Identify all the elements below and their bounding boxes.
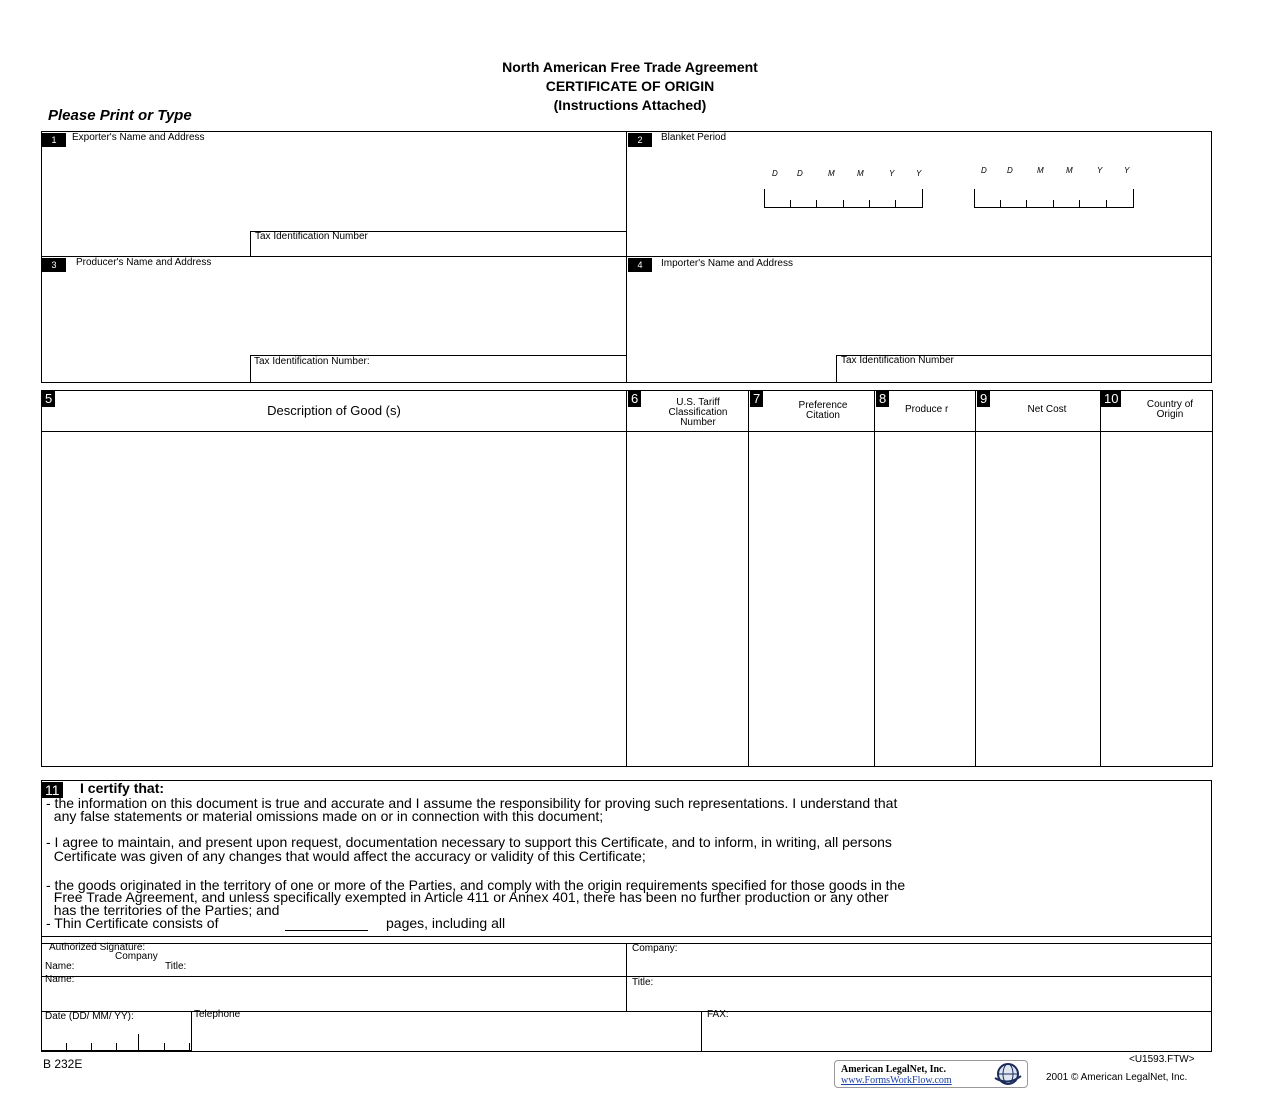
certify-text-3a: - the goods originated in the territory of one or more of the Parties, and comply with the origin requirements specified for those goods in the — [46, 877, 906, 893]
field-3-number: 3 — [42, 258, 66, 272]
date-from-d1: D — [772, 169, 778, 178]
date-from-y2: Y — [916, 169, 922, 178]
form-id: B 232E — [43, 1057, 83, 1071]
importer-label: Importer's Name and Address — [661, 258, 793, 269]
signature-field[interactable] — [42, 944, 624, 975]
blanket-period-label: Blanket Period — [661, 132, 727, 143]
col-9-number: 9 — [977, 391, 990, 407]
brand-logo-box — [834, 1060, 1028, 1088]
field-11-number: 11 — [42, 782, 63, 798]
col-tariff-header: U.S. Tariff Classification Number — [668, 397, 728, 428]
file-code: <U1593.FTW> — [1129, 1054, 1195, 1065]
col-country-header: Country of Origin — [1146, 399, 1194, 420]
date-to-y2: Y — [1124, 166, 1130, 175]
certify-text-4b: pages, including all — [386, 915, 506, 931]
producer-entry[interactable] — [875, 432, 974, 766]
date-from-m1: M — [828, 169, 835, 178]
exporter-tax-id-label: Tax Identification Number — [255, 231, 368, 242]
title-label: Title: — [632, 977, 654, 988]
date-to-d1: D — [981, 166, 987, 175]
description-entry[interactable] — [42, 432, 625, 766]
fax-field[interactable] — [702, 1022, 1211, 1051]
preference-entry[interactable] — [749, 432, 873, 766]
date-from-m2: M — [857, 169, 864, 178]
fax-label: FAX: — [707, 1009, 729, 1020]
blanket-from-date-field[interactable] — [764, 189, 923, 208]
signature-date-field[interactable] — [42, 1033, 191, 1051]
col-7-number: 7 — [750, 391, 763, 407]
certify-text-3c: has the territories of the Parties; and — [46, 902, 280, 918]
importer-field[interactable] — [628, 274, 1208, 352]
certify-text-2b: Certificate was given of any changes that would affect the accuracy or validity of this Certificate; — [46, 848, 646, 864]
country-entry[interactable] — [1101, 432, 1212, 766]
date-from-d2: D — [797, 169, 803, 178]
certify-text-3b: Free Trade Agreement, and unless specifically exempted in Article 411 or Annex 401, there has been no further production or any other — [46, 889, 889, 905]
globe-icon — [991, 1062, 1025, 1086]
form-title-1: North American Free Trade Agreement — [502, 59, 758, 75]
title-small-label: Title: — [165, 961, 187, 972]
col-5-number: 5 — [42, 391, 55, 407]
certify-text-4a: - Thin Certificate consists of — [46, 915, 219, 931]
company-field[interactable] — [627, 955, 1209, 975]
date-label: Date (DD/ MM/ YY): — [45, 1011, 134, 1022]
col-6-number: 6 — [628, 391, 641, 407]
date-to-m2: M — [1066, 166, 1073, 175]
producer-field[interactable] — [42, 273, 622, 353]
copyright: 2001 © American LegalNet, Inc. — [1046, 1072, 1188, 1083]
producer-tax-id-label: Tax Identification Number: — [254, 356, 370, 367]
print-note: Please Print or Type — [48, 107, 192, 124]
col-net-cost-header: Net Cost — [1027, 404, 1067, 415]
certify-text-2a: - I agree to maintain, and present upon request, documentation necessary to support this Certificate, and to inform, in writing, all persons — [46, 834, 892, 850]
field-2-number: 2 — [628, 133, 652, 147]
telephone-label: Telephone — [194, 1009, 241, 1020]
brand-name: American LegalNet, Inc. — [841, 1064, 946, 1075]
field-4-number: 4 — [628, 258, 652, 272]
certify-heading: I certify that: — [80, 780, 165, 796]
name-field[interactable] — [42, 986, 624, 1010]
net-cost-entry[interactable] — [976, 432, 1099, 766]
telephone-field[interactable] — [192, 1022, 700, 1051]
date-to-y1: Y — [1097, 166, 1103, 175]
exporter-field[interactable] — [42, 148, 622, 230]
blanket-to-date-field[interactable] — [974, 189, 1134, 208]
col-preference-header: Preference Citation — [798, 400, 848, 421]
name-small-label: Name: — [45, 961, 75, 972]
brand-url-link[interactable]: www.FormsWorkFlow.com — [841, 1075, 952, 1086]
certify-text-1b: any false statements or material omissions made on or in connection with this document; — [46, 808, 604, 824]
company-label: Company: — [632, 943, 678, 954]
title-field[interactable] — [627, 989, 1209, 1010]
company-small-label: Company — [115, 951, 158, 962]
name-label: Name: — [45, 974, 75, 985]
col-description-header: Description of Good (s) — [267, 403, 401, 418]
date-to-d2: D — [1007, 166, 1013, 175]
certify-text-1a: - the information on this document is true and accurate and I assume the responsibility for proving such representations. I understand that — [46, 795, 898, 811]
date-from-y1: Y — [889, 169, 895, 178]
date-to-m1: M — [1037, 166, 1044, 175]
auth-signature-label: Authorized Signature: — [49, 942, 146, 953]
importer-tax-id-label: Tax Identification Number — [841, 355, 954, 366]
tariff-entry[interactable] — [627, 432, 747, 766]
exporter-label: Exporter's Name and Address — [72, 132, 205, 143]
page-count-field[interactable] — [285, 930, 368, 931]
col-10-number: 10 — [1101, 391, 1121, 407]
field-1-number: 1 — [42, 133, 66, 147]
form-title-2: CERTIFICATE OF ORIGIN — [545, 78, 715, 94]
form-title-3: (Instructions Attached) — [553, 97, 707, 113]
producer-label: Producer's Name and Address — [76, 257, 212, 268]
col-8-number: 8 — [876, 391, 889, 407]
col-producer-header: Produce r — [905, 404, 949, 415]
